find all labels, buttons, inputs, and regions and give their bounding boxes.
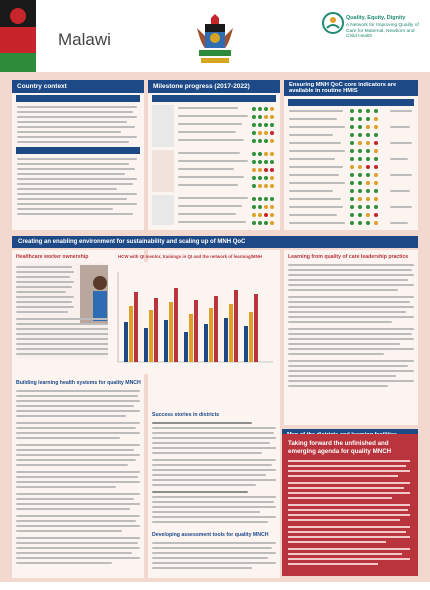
enabling-environment-bar: Creating an enabling environment for sustainability and scaling up of MNH QoC [12,236,418,248]
ensuring-status-grid [350,109,386,227]
country-name: Malawi [58,30,111,49]
country-context-title: Country context [12,80,144,93]
success-heading: Success stories in districts [152,412,220,418]
chart-title: HCW with QI mentor, trainings in QI and the network of learning/MNH [118,254,262,259]
milestone-panel [148,80,280,230]
ensuring-panel [284,80,418,230]
milestone-group-action [152,150,174,192]
table-header-2 [16,147,140,154]
healthcare-worker-heading: Healthcare worker ownership [16,254,89,260]
milestone-title: Milestone progress (2017-2022) [148,80,280,93]
milestone-group-learning [152,195,174,225]
building-heading: Building learning health systems for quality MNCH [16,380,141,386]
ensuring-title: Ensuring MNH QoC core indicators are available in routine HMIS [284,80,418,96]
country-context-panel [12,80,144,230]
coat-of-arms-emblem [193,14,237,68]
qed-network-logo [322,12,422,70]
milestone-table-header [152,95,276,102]
malawi-flag [0,0,36,80]
milestone-group-leadership [152,105,174,147]
header [0,0,430,80]
ensuring-table-header [288,99,414,106]
qed-subtitle: A Network for Improving Quality of Care for Maternal, Newborn and Child Health [346,23,419,40]
milestone-status-grid [252,107,276,225]
hcw-bar-chart [108,262,278,374]
table-header [16,95,140,102]
lower-middle-panel [118,250,280,578]
developing-heading: Developing assessment tools for quality MNCH [152,532,269,538]
qed-title: Quality, Equity, Dignity [346,15,406,21]
network-logo-icon [322,12,344,34]
taking-forward-heading: Taking forward the unfinished and emerging agenda for quality MNCH [288,440,392,455]
learning-heading: Learning from quality of care leadership practice [288,254,409,260]
lower-right-panel [284,250,418,425]
taking-forward-box [282,434,418,576]
